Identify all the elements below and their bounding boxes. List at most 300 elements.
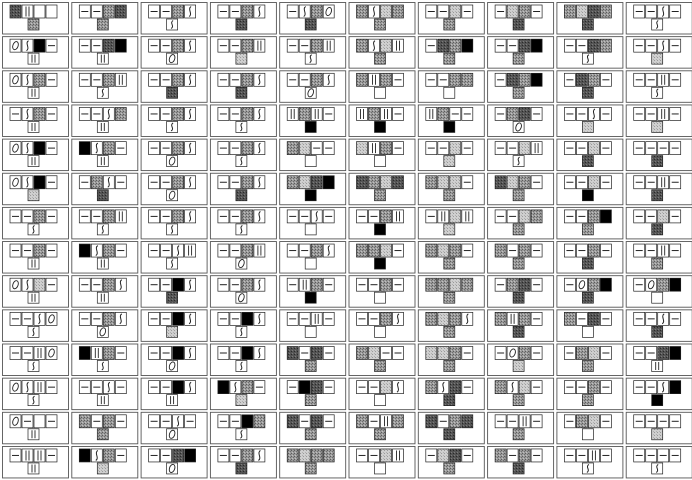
wave-cell bbox=[22, 107, 33, 120]
dash-cell bbox=[161, 39, 172, 52]
dash-cell bbox=[149, 449, 160, 462]
dash-cell bbox=[218, 176, 229, 189]
dash-cell bbox=[576, 142, 587, 155]
dash-cell bbox=[438, 142, 449, 155]
mid-gray-cell bbox=[652, 258, 663, 269]
dash-cell bbox=[287, 381, 298, 394]
black-cell bbox=[242, 312, 253, 325]
dark-gray-cell bbox=[519, 39, 530, 52]
mid-gray-cell bbox=[103, 347, 114, 360]
wave-cell bbox=[652, 87, 663, 98]
light-gray-cell bbox=[381, 176, 392, 189]
black-cell bbox=[173, 312, 184, 325]
stimulus-panel bbox=[3, 139, 69, 171]
light-gray-cell bbox=[519, 142, 530, 155]
dash-cell bbox=[299, 312, 310, 325]
dash-cell bbox=[79, 73, 90, 86]
dash-cell bbox=[564, 142, 575, 155]
dark-gray-cell bbox=[513, 292, 524, 303]
wave-cell bbox=[658, 5, 669, 18]
black-cell bbox=[173, 347, 184, 360]
stimulus-panel bbox=[210, 378, 276, 410]
wave-cell bbox=[91, 244, 102, 257]
dash-cell bbox=[670, 176, 681, 189]
dash-cell bbox=[149, 107, 160, 120]
light-gray-cell bbox=[438, 244, 449, 257]
wave-cell bbox=[588, 107, 599, 120]
black-cell bbox=[79, 347, 90, 360]
dash-cell bbox=[218, 210, 229, 223]
mid-gray-cell bbox=[28, 19, 39, 30]
light-gray-cell bbox=[381, 244, 392, 257]
light-gray-cell bbox=[34, 278, 45, 291]
light-gray-cell bbox=[588, 142, 599, 155]
dark-gray-cell bbox=[582, 292, 593, 303]
mid-gray-cell bbox=[444, 19, 455, 30]
dash-cell bbox=[161, 142, 172, 155]
stimulus-panel bbox=[210, 207, 276, 239]
dash-cell bbox=[600, 347, 611, 360]
dark-gray-cell bbox=[652, 190, 663, 201]
dash-cell bbox=[658, 415, 669, 428]
light-gray-cell bbox=[450, 176, 461, 189]
mid-gray-cell bbox=[495, 312, 506, 325]
dash-cell bbox=[46, 244, 57, 257]
oval-cell bbox=[10, 278, 21, 291]
dash-cell bbox=[646, 39, 657, 52]
dark-gray-cell bbox=[652, 224, 663, 235]
mid-gray-cell bbox=[311, 5, 322, 18]
stimulus-panel bbox=[418, 37, 484, 69]
dash-cell bbox=[161, 449, 172, 462]
light-gray-cell bbox=[236, 53, 247, 64]
dash-cell bbox=[634, 415, 645, 428]
mid-gray-cell bbox=[444, 258, 455, 269]
white-cell bbox=[375, 87, 386, 98]
dash-cell bbox=[564, 210, 575, 223]
dark-gray-cell bbox=[311, 176, 322, 189]
light-gray-cell bbox=[438, 176, 449, 189]
double-bar-cell bbox=[393, 39, 404, 52]
stimulus-panel bbox=[418, 446, 484, 478]
white-cell bbox=[375, 156, 386, 167]
mid-gray-cell bbox=[588, 381, 599, 394]
dash-cell bbox=[287, 210, 298, 223]
dark-gray-cell bbox=[495, 176, 506, 189]
black-cell bbox=[305, 121, 316, 132]
wave-cell bbox=[97, 361, 108, 372]
black-cell bbox=[242, 347, 253, 360]
dash-cell bbox=[218, 347, 229, 360]
mid-gray-cell bbox=[426, 244, 437, 257]
dash-cell bbox=[495, 347, 506, 360]
dark-gray-cell bbox=[236, 463, 247, 474]
mid-gray-cell bbox=[305, 361, 316, 372]
stimulus-panel bbox=[349, 173, 415, 205]
stimulus-panel bbox=[626, 71, 692, 103]
dash-cell bbox=[149, 142, 160, 155]
dash-cell bbox=[161, 107, 172, 120]
wave-cell bbox=[28, 361, 39, 372]
double-bar-cell bbox=[28, 87, 39, 98]
black-cell bbox=[375, 258, 386, 269]
dash-cell bbox=[230, 39, 241, 52]
dash-cell bbox=[91, 312, 102, 325]
mid-gray-cell bbox=[242, 449, 253, 462]
mid-gray-cell bbox=[426, 381, 437, 394]
wave-cell bbox=[167, 258, 178, 269]
dash-cell bbox=[46, 73, 57, 86]
dash-cell bbox=[634, 107, 645, 120]
mid-gray-cell bbox=[444, 463, 455, 474]
light-gray-cell bbox=[582, 121, 593, 132]
stimulus-panel bbox=[349, 242, 415, 273]
stimulus-panel bbox=[3, 310, 69, 342]
wave-cell bbox=[393, 381, 404, 394]
dash-cell bbox=[495, 107, 506, 120]
stimulus-panel bbox=[626, 378, 692, 410]
mid-gray-cell bbox=[513, 395, 524, 406]
mid-gray-cell bbox=[311, 244, 322, 257]
dash-cell bbox=[46, 210, 57, 223]
mid-gray-cell bbox=[242, 381, 253, 394]
white-cell bbox=[34, 415, 45, 428]
stimulus-panel bbox=[141, 105, 207, 137]
dash-cell bbox=[576, 244, 587, 257]
mid-gray-cell bbox=[254, 415, 265, 428]
double-bar-cell bbox=[97, 258, 108, 269]
black-cell bbox=[462, 39, 473, 52]
dash-cell bbox=[161, 381, 172, 394]
double-bar-cell bbox=[115, 210, 126, 223]
stimulus-panel bbox=[3, 276, 69, 308]
light-gray-cell bbox=[513, 361, 524, 372]
dash-cell bbox=[564, 73, 575, 86]
stimulus-panel bbox=[280, 3, 346, 35]
dash-cell bbox=[323, 278, 334, 291]
light-gray-cell bbox=[652, 121, 663, 132]
wave-cell bbox=[236, 156, 247, 167]
dash-cell bbox=[218, 312, 229, 325]
dash-cell bbox=[393, 142, 404, 155]
mid-gray-cell bbox=[242, 39, 253, 52]
white-cell bbox=[375, 463, 386, 474]
black-cell bbox=[652, 395, 663, 406]
wave-cell bbox=[393, 312, 404, 325]
black-cell bbox=[79, 449, 90, 462]
dash-cell bbox=[576, 381, 587, 394]
dark-gray-cell bbox=[236, 190, 247, 201]
wave-cell bbox=[462, 312, 473, 325]
white-cell bbox=[375, 395, 386, 406]
dash-cell bbox=[564, 244, 575, 257]
mid-gray-cell bbox=[576, 415, 587, 428]
dash-cell bbox=[670, 244, 681, 257]
dash-cell bbox=[393, 107, 404, 120]
light-gray-cell bbox=[299, 176, 310, 189]
dash-cell bbox=[230, 449, 241, 462]
double-bar-cell bbox=[357, 107, 368, 120]
stimulus-panel bbox=[488, 37, 554, 69]
double-bar-cell bbox=[652, 361, 663, 372]
double-bar-cell bbox=[658, 176, 669, 189]
mid-gray-cell bbox=[600, 39, 611, 52]
stimulus-panel bbox=[141, 412, 207, 444]
oval-cell bbox=[167, 190, 178, 201]
dash-cell bbox=[393, 347, 404, 360]
mid-gray-cell bbox=[115, 107, 126, 120]
double-bar-cell bbox=[97, 53, 108, 64]
mid-gray-cell bbox=[444, 361, 455, 372]
black-cell bbox=[305, 190, 316, 201]
white-cell bbox=[305, 156, 316, 167]
dash-cell bbox=[185, 415, 196, 428]
double-bar-cell bbox=[519, 415, 530, 428]
dash-cell bbox=[79, 278, 90, 291]
mid-gray-cell bbox=[576, 347, 587, 360]
wave-cell bbox=[254, 347, 265, 360]
mid-gray-cell bbox=[507, 107, 518, 120]
mid-gray-cell bbox=[287, 142, 298, 155]
stimulus-panel bbox=[141, 276, 207, 308]
dash-cell bbox=[646, 449, 657, 462]
dash-cell bbox=[46, 381, 57, 394]
dash-cell bbox=[115, 415, 126, 428]
dark-gray-cell bbox=[444, 429, 455, 440]
mid-gray-cell bbox=[242, 142, 253, 155]
black-cell bbox=[173, 278, 184, 291]
mid-gray-cell bbox=[513, 87, 524, 98]
wave-cell bbox=[185, 278, 196, 291]
mid-gray-cell bbox=[381, 210, 392, 223]
stimulus-panel bbox=[141, 173, 207, 205]
mid-gray-cell bbox=[103, 5, 114, 18]
dash-cell bbox=[369, 415, 380, 428]
light-gray-cell bbox=[357, 142, 368, 155]
dash-cell bbox=[79, 107, 90, 120]
mid-gray-cell bbox=[287, 176, 298, 189]
dash-cell bbox=[149, 5, 160, 18]
mid-gray-cell bbox=[513, 258, 524, 269]
oval-cell bbox=[10, 415, 21, 428]
dash-cell bbox=[287, 5, 298, 18]
dash-cell bbox=[531, 278, 542, 291]
stimulus-panel bbox=[280, 242, 346, 273]
dash-cell bbox=[393, 73, 404, 86]
mid-gray-cell bbox=[582, 395, 593, 406]
dark-gray-cell bbox=[311, 347, 322, 360]
light-gray-cell bbox=[652, 429, 663, 440]
panels-layer bbox=[3, 3, 692, 478]
dash-cell bbox=[600, 449, 611, 462]
stimulus-panel bbox=[349, 3, 415, 35]
wave-cell bbox=[185, 381, 196, 394]
dash-cell bbox=[531, 347, 542, 360]
stimulus-panel bbox=[3, 71, 69, 103]
mid-gray-cell bbox=[311, 39, 322, 52]
black-cell bbox=[531, 39, 542, 52]
mid-gray-cell bbox=[438, 107, 449, 120]
mid-gray-cell bbox=[91, 176, 102, 189]
double-bar-cell bbox=[323, 39, 334, 52]
stimulus-panel bbox=[280, 37, 346, 69]
mid-gray-cell bbox=[357, 5, 368, 18]
mid-gray-cell bbox=[375, 361, 386, 372]
wave-cell bbox=[254, 5, 265, 18]
dash-cell bbox=[507, 39, 518, 52]
mid-gray-cell bbox=[34, 107, 45, 120]
stimulus-panel bbox=[72, 276, 138, 308]
dash-cell bbox=[46, 142, 57, 155]
double-bar-cell bbox=[115, 73, 126, 86]
oval-cell bbox=[167, 156, 178, 167]
mid-gray-cell bbox=[34, 244, 45, 257]
mid-gray-cell bbox=[450, 347, 461, 360]
double-bar-cell bbox=[28, 53, 39, 64]
wave-cell bbox=[103, 107, 114, 120]
stimulus-panel bbox=[349, 207, 415, 239]
dash-cell bbox=[323, 312, 334, 325]
wave-cell bbox=[167, 224, 178, 235]
mid-gray-cell bbox=[242, 5, 253, 18]
light-gray-cell bbox=[519, 381, 530, 394]
dash-cell bbox=[670, 39, 681, 52]
dash-cell bbox=[357, 210, 368, 223]
stimulus-panel bbox=[349, 378, 415, 410]
dash-cell bbox=[161, 415, 172, 428]
white-cell bbox=[375, 292, 386, 303]
dark-gray-cell bbox=[444, 395, 455, 406]
dash-cell bbox=[149, 210, 160, 223]
stimulus-panel bbox=[418, 276, 484, 308]
dash-cell bbox=[230, 176, 241, 189]
stimulus-panel bbox=[488, 242, 554, 273]
oval-cell bbox=[323, 5, 334, 18]
dash-cell bbox=[115, 176, 126, 189]
wave-cell bbox=[582, 463, 593, 474]
dash-cell bbox=[323, 210, 334, 223]
wave-cell bbox=[185, 142, 196, 155]
dash-cell bbox=[218, 39, 229, 52]
dark-gray-cell bbox=[393, 176, 404, 189]
dark-gray-cell bbox=[236, 19, 247, 30]
black-cell bbox=[218, 381, 229, 394]
light-gray-cell bbox=[438, 449, 449, 462]
dash-cell bbox=[438, 415, 449, 428]
dash-cell bbox=[634, 73, 645, 86]
black-cell bbox=[375, 224, 386, 235]
mid-gray-cell bbox=[519, 449, 530, 462]
black-cell bbox=[582, 190, 593, 201]
wave-cell bbox=[28, 224, 39, 235]
dash-cell bbox=[91, 5, 102, 18]
mid-gray-cell bbox=[357, 347, 368, 360]
dark-gray-cell bbox=[115, 5, 126, 18]
wave-cell bbox=[236, 326, 247, 337]
stimulus-panel bbox=[3, 344, 69, 376]
dash-cell bbox=[564, 107, 575, 120]
stimulus-panel bbox=[280, 344, 346, 376]
mid-gray-cell bbox=[375, 19, 386, 30]
mid-gray-cell bbox=[519, 244, 530, 257]
dash-cell bbox=[230, 73, 241, 86]
dash-cell bbox=[564, 347, 575, 360]
dash-cell bbox=[426, 5, 437, 18]
wave-cell bbox=[185, 107, 196, 120]
dash-cell bbox=[462, 107, 473, 120]
black-cell bbox=[531, 73, 542, 86]
black-cell bbox=[242, 415, 253, 428]
dark-gray-cell bbox=[236, 87, 247, 98]
dash-cell bbox=[600, 312, 611, 325]
dash-cell bbox=[426, 210, 437, 223]
dark-gray-cell bbox=[513, 326, 524, 337]
stimulus-panel bbox=[488, 310, 554, 342]
light-gray-cell bbox=[28, 190, 39, 201]
double-bar-cell bbox=[185, 244, 196, 257]
dash-cell bbox=[531, 5, 542, 18]
mid-gray-cell bbox=[287, 449, 298, 462]
dash-cell bbox=[230, 415, 241, 428]
stimulus-panel bbox=[141, 344, 207, 376]
dash-cell bbox=[646, 312, 657, 325]
stimulus-panel bbox=[72, 412, 138, 444]
double-bar-cell bbox=[97, 292, 108, 303]
dash-cell bbox=[600, 244, 611, 257]
black-cell bbox=[34, 176, 45, 189]
dash-cell bbox=[161, 210, 172, 223]
dash-cell bbox=[115, 347, 126, 360]
mid-gray-cell bbox=[103, 244, 114, 257]
oval-cell bbox=[10, 176, 21, 189]
light-gray-cell bbox=[519, 210, 530, 223]
stimulus-panel bbox=[349, 276, 415, 308]
wave-cell bbox=[115, 312, 126, 325]
dark-gray-cell bbox=[519, 107, 530, 120]
light-gray-cell bbox=[381, 449, 392, 462]
mid-gray-cell bbox=[495, 381, 506, 394]
oval-cell bbox=[167, 463, 178, 474]
mid-gray-cell bbox=[444, 292, 455, 303]
dash-cell bbox=[22, 244, 33, 257]
dash-cell bbox=[149, 176, 160, 189]
mid-gray-cell bbox=[588, 210, 599, 223]
stimulus-panel bbox=[557, 310, 623, 342]
stimulus-panel bbox=[72, 3, 138, 35]
dash-cell bbox=[287, 244, 298, 257]
dash-cell bbox=[323, 107, 334, 120]
dash-cell bbox=[230, 210, 241, 223]
double-bar-cell bbox=[254, 39, 265, 52]
mid-gray-cell bbox=[305, 463, 316, 474]
dash-cell bbox=[323, 415, 334, 428]
stimulus-panel bbox=[210, 344, 276, 376]
double-bar-cell bbox=[381, 107, 392, 120]
wave-cell bbox=[22, 176, 33, 189]
dash-cell bbox=[564, 278, 575, 291]
stimulus-panel bbox=[72, 242, 138, 273]
dash-cell bbox=[531, 176, 542, 189]
light-gray-cell bbox=[381, 5, 392, 18]
dash-cell bbox=[634, 5, 645, 18]
stimulus-panel bbox=[557, 71, 623, 103]
dash-cell bbox=[46, 415, 57, 428]
dash-cell bbox=[230, 312, 241, 325]
mid-gray-cell bbox=[450, 39, 461, 52]
wave-cell bbox=[167, 121, 178, 132]
black-cell bbox=[323, 176, 334, 189]
dark-gray-cell bbox=[305, 19, 316, 30]
